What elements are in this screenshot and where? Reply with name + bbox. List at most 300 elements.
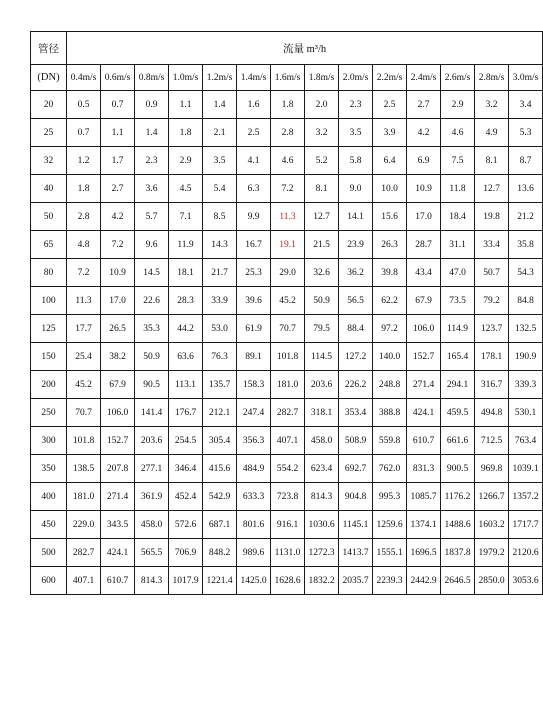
table-row (31, 539, 543, 567)
flow-value-cell: 132.5 (509, 315, 543, 343)
flow-value-cell: 2239.3 (373, 567, 407, 595)
flow-value-cell: 2646.5 (441, 567, 475, 595)
flow-value-cell: 44.2 (169, 315, 203, 343)
flow-value-cell: 5.3 (509, 119, 543, 147)
flow-value-cell: 14.5 (135, 259, 169, 287)
flow-value-cell: 353.4 (339, 399, 373, 427)
flow-value-cell: 43.4 (407, 259, 441, 287)
flow-value-cell: 2.3 (339, 91, 373, 119)
flow-value-cell: 114.9 (441, 315, 475, 343)
flow-value-cell: 8.7 (509, 147, 543, 175)
flow-value-cell: 19.1 (271, 231, 305, 259)
flow-value-cell: 458.0 (305, 427, 339, 455)
flow-value-cell: 114.5 (305, 343, 339, 371)
flow-value-cell: 1131.0 (271, 539, 305, 567)
flow-value-cell: 84.8 (509, 287, 543, 315)
flow-value-cell: 1017.9 (169, 567, 203, 595)
dn-cell: 150 (31, 343, 67, 371)
flow-value-cell: 572.6 (169, 511, 203, 539)
flow-value-cell: 138.5 (67, 455, 101, 483)
flow-value-cell: 97.2 (373, 315, 407, 343)
flow-value-cell: 633.3 (237, 483, 271, 511)
flow-value-cell: 247.4 (237, 399, 271, 427)
dn-cell: 40 (31, 175, 67, 203)
dn-cell: 250 (31, 399, 67, 427)
flow-value-cell: 23.9 (339, 231, 373, 259)
flow-value-cell: 5.8 (339, 147, 373, 175)
flow-value-cell: 3.2 (305, 119, 339, 147)
flow-value-cell: 18.4 (441, 203, 475, 231)
table-row (31, 259, 543, 287)
flow-value-cell: 559.8 (373, 427, 407, 455)
flow-value-cell: 3.2 (475, 91, 509, 119)
flow-value-cell: 2.3 (135, 147, 169, 175)
flow-value-cell: 5.4 (203, 175, 237, 203)
flow-value-cell: 254.5 (169, 427, 203, 455)
table-row (31, 203, 543, 231)
flow-value-cell: 1555.1 (373, 539, 407, 567)
flow-value-cell: 50.9 (135, 343, 169, 371)
flow-value-cell: 4.8 (67, 231, 101, 259)
flow-value-cell: 1030.6 (305, 511, 339, 539)
flow-value-cell: 15.6 (373, 203, 407, 231)
flow-value-cell: 282.7 (271, 399, 305, 427)
flow-value-cell: 248.8 (373, 371, 407, 399)
table-row (31, 371, 543, 399)
flow-value-cell: 2.7 (101, 175, 135, 203)
dn-cell: 350 (31, 455, 67, 483)
flow-value-cell: 530.1 (509, 399, 543, 427)
flow-value-cell: 11.9 (169, 231, 203, 259)
flow-value-cell: 11.3 (67, 287, 101, 315)
dn-cell: 500 (31, 539, 67, 567)
dn-cell: 25 (31, 119, 67, 147)
flow-value-cell: 203.6 (305, 371, 339, 399)
flow-value-cell: 1357.2 (509, 483, 543, 511)
dn-cell: 125 (31, 315, 67, 343)
flow-value-cell: 969.8 (475, 455, 509, 483)
dn-cell: 100 (31, 287, 67, 315)
flow-value-cell: 6.9 (407, 147, 441, 175)
flow-value-cell: 212.1 (203, 399, 237, 427)
flow-value-cell: 7.2 (67, 259, 101, 287)
flow-value-cell: 343.5 (101, 511, 135, 539)
flow-value-cell: 39.8 (373, 259, 407, 287)
table-row (31, 175, 543, 203)
flow-value-cell: 89.1 (237, 343, 271, 371)
flow-value-cell: 3.9 (373, 119, 407, 147)
flow-value-cell: 8.1 (305, 175, 339, 203)
flow-value-cell: 53.0 (203, 315, 237, 343)
flow-value-cell: 565.5 (135, 539, 169, 567)
flow-value-cell: 1039.1 (509, 455, 543, 483)
flow-value-cell: 31.1 (441, 231, 475, 259)
flow-value-cell: 1603.2 (475, 511, 509, 539)
flow-value-cell: 1259.6 (373, 511, 407, 539)
flow-value-cell: 763.4 (509, 427, 543, 455)
flow-value-cell: 282.7 (67, 539, 101, 567)
flow-value-cell: 356.3 (237, 427, 271, 455)
flow-value-cell: 61.9 (237, 315, 271, 343)
flow-value-cell: 424.1 (407, 399, 441, 427)
flow-value-cell: 2.7 (407, 91, 441, 119)
flow-value-cell: 508.9 (339, 427, 373, 455)
flow-value-cell: 407.1 (67, 567, 101, 595)
flow-value-cell: 1979.2 (475, 539, 509, 567)
table-row (31, 567, 543, 595)
flow-value-cell: 1.2 (67, 147, 101, 175)
table-body (31, 91, 543, 595)
flow-value-cell: 848.2 (203, 539, 237, 567)
flow-value-cell: 4.6 (441, 119, 475, 147)
flow-value-cell: 2.9 (169, 147, 203, 175)
velocity-header-cell: 0.8m/s (135, 65, 169, 91)
table-row (31, 455, 543, 483)
flow-value-cell: 7.1 (169, 203, 203, 231)
table-row (31, 147, 543, 175)
dn-cell: 600 (31, 567, 67, 595)
flow-value-cell: 123.7 (475, 315, 509, 343)
flow-value-cell: 318.1 (305, 399, 339, 427)
flow-value-cell: 50.7 (475, 259, 509, 287)
flow-value-cell: 723.8 (271, 483, 305, 511)
flow-value-cell: 1.6 (237, 91, 271, 119)
flow-value-cell: 101.8 (271, 343, 305, 371)
flow-value-cell: 1374.1 (407, 511, 441, 539)
flow-value-cell: 62.2 (373, 287, 407, 315)
flow-value-cell: 2850.0 (475, 567, 509, 595)
flow-value-cell: 1.8 (169, 119, 203, 147)
flow-value-cell: 4.2 (101, 203, 135, 231)
flow-value-cell: 12.7 (475, 175, 509, 203)
flow-value-cell: 762.0 (373, 455, 407, 483)
velocity-header-cell: 1.4m/s (237, 65, 271, 91)
flow-value-cell: 712.5 (475, 427, 509, 455)
dn-cell: 32 (31, 147, 67, 175)
flow-value-cell: 2.0 (305, 91, 339, 119)
flow-value-cell: 1628.6 (271, 567, 305, 595)
table-row (31, 399, 543, 427)
flow-value-cell: 1145.1 (339, 511, 373, 539)
flow-value-cell: 814.3 (135, 567, 169, 595)
flow-value-cell: 21.5 (305, 231, 339, 259)
flow-value-cell: 90.5 (135, 371, 169, 399)
dn-cell: 80 (31, 259, 67, 287)
flow-value-cell: 101.8 (67, 427, 101, 455)
flow-value-cell: 8.1 (475, 147, 509, 175)
flow-value-cell: 814.3 (305, 483, 339, 511)
flow-value-cell: 271.4 (407, 371, 441, 399)
flow-value-cell: 181.0 (271, 371, 305, 399)
flow-value-cell: 18.1 (169, 259, 203, 287)
table-row (31, 427, 543, 455)
flow-value-cell: 181.0 (67, 483, 101, 511)
flow-value-cell: 152.7 (407, 343, 441, 371)
flow-value-cell: 0.5 (67, 91, 101, 119)
velocity-header-cell: 2.4m/s (407, 65, 441, 91)
table-row (31, 91, 543, 119)
flow-value-cell: 900.5 (441, 455, 475, 483)
flow-value-cell: 407.1 (271, 427, 305, 455)
flow-value-cell: 1266.7 (475, 483, 509, 511)
flow-value-cell: 135.7 (203, 371, 237, 399)
flow-value-cell: 346.4 (169, 455, 203, 483)
flow-value-cell: 17.7 (67, 315, 101, 343)
flow-value-cell: 1413.7 (339, 539, 373, 567)
flow-value-cell: 56.5 (339, 287, 373, 315)
flow-value-cell: 2.5 (373, 91, 407, 119)
flow-value-cell: 388.8 (373, 399, 407, 427)
flow-value-cell: 45.2 (67, 371, 101, 399)
flow-value-cell: 22.6 (135, 287, 169, 315)
flow-value-cell: 229.0 (67, 511, 101, 539)
flow-rate-header: 流量 m³/h (67, 32, 543, 65)
dn-header: (DN) (31, 65, 67, 91)
dn-cell: 65 (31, 231, 67, 259)
flow-value-cell: 7.5 (441, 147, 475, 175)
velocity-header-cell: 2.8m/s (475, 65, 509, 91)
flow-value-cell: 4.9 (475, 119, 509, 147)
flow-value-cell: 452.4 (169, 483, 203, 511)
flow-value-cell: 79.5 (305, 315, 339, 343)
flow-value-cell: 4.2 (407, 119, 441, 147)
flow-value-cell: 38.2 (101, 343, 135, 371)
flow-value-cell: 25.4 (67, 343, 101, 371)
flow-value-cell: 3053.6 (509, 567, 543, 595)
velocity-header-cell: 1.0m/s (169, 65, 203, 91)
flow-value-cell: 623.4 (305, 455, 339, 483)
flow-value-cell: 45.2 (271, 287, 305, 315)
flow-value-cell: 1.8 (271, 91, 305, 119)
flow-value-cell: 67.9 (407, 287, 441, 315)
flow-value-cell: 3.4 (509, 91, 543, 119)
flow-value-cell: 1272.3 (305, 539, 339, 567)
table-row (31, 511, 543, 539)
flow-value-cell: 1696.5 (407, 539, 441, 567)
velocity-header-cell: 1.6m/s (271, 65, 305, 91)
flow-value-cell: 39.6 (237, 287, 271, 315)
flow-value-cell: 12.7 (305, 203, 339, 231)
flow-value-cell: 6.3 (237, 175, 271, 203)
flow-value-cell: 113.1 (169, 371, 203, 399)
flow-value-cell: 141.4 (135, 399, 169, 427)
velocity-header-cell: 1.2m/s (203, 65, 237, 91)
flow-value-cell: 3.5 (339, 119, 373, 147)
flow-value-cell: 995.3 (373, 483, 407, 511)
flow-value-cell: 29.0 (271, 259, 305, 287)
flow-value-cell: 26.5 (101, 315, 135, 343)
flow-value-cell: 2.9 (441, 91, 475, 119)
flow-value-cell: 17.0 (101, 287, 135, 315)
flow-value-cell: 165.4 (441, 343, 475, 371)
flow-value-cell: 554.2 (271, 455, 305, 483)
flow-value-cell: 25.3 (237, 259, 271, 287)
flow-value-cell: 2.1 (203, 119, 237, 147)
velocity-header-cell: 2.0m/s (339, 65, 373, 91)
table-row (31, 315, 543, 343)
flow-value-cell: 687.1 (203, 511, 237, 539)
flow-value-cell: 706.9 (169, 539, 203, 567)
flow-value-cell: 831.3 (407, 455, 441, 483)
flow-value-cell: 33.9 (203, 287, 237, 315)
flow-value-cell: 1488.6 (441, 511, 475, 539)
flow-value-cell: 361.9 (135, 483, 169, 511)
flow-value-cell: 1425.0 (237, 567, 271, 595)
dn-cell: 50 (31, 203, 67, 231)
flow-value-cell: 0.7 (67, 119, 101, 147)
flow-value-cell: 11.3 (271, 203, 305, 231)
flow-value-cell: 2.5 (237, 119, 271, 147)
flow-value-cell: 7.2 (271, 175, 305, 203)
flow-value-cell: 1.1 (169, 91, 203, 119)
dn-cell: 450 (31, 511, 67, 539)
flow-value-cell: 106.0 (407, 315, 441, 343)
flow-value-cell: 2.8 (67, 203, 101, 231)
flow-value-cell: 14.1 (339, 203, 373, 231)
flow-value-cell: 2035.7 (339, 567, 373, 595)
flow-value-cell: 424.1 (101, 539, 135, 567)
flow-value-cell: 158.3 (237, 371, 271, 399)
flow-value-cell: 35.8 (509, 231, 543, 259)
flow-value-cell: 610.7 (407, 427, 441, 455)
flow-value-cell: 226.2 (339, 371, 373, 399)
flow-value-cell: 19.8 (475, 203, 509, 231)
table-row (31, 231, 543, 259)
flow-value-cell: 11.8 (441, 175, 475, 203)
flow-value-cell: 33.4 (475, 231, 509, 259)
flow-value-cell: 0.7 (101, 91, 135, 119)
flow-value-cell: 2120.6 (509, 539, 543, 567)
flow-value-cell: 28.7 (407, 231, 441, 259)
flow-value-cell: 26.3 (373, 231, 407, 259)
flow-value-cell: 6.4 (373, 147, 407, 175)
flow-value-cell: 32.6 (305, 259, 339, 287)
flow-value-cell: 203.6 (135, 427, 169, 455)
flow-value-cell: 661.6 (441, 427, 475, 455)
flow-value-cell: 9.9 (237, 203, 271, 231)
velocity-header-cell: 3.0m/s (509, 65, 543, 91)
velocity-header-cell: 0.6m/s (101, 65, 135, 91)
flow-value-cell: 14.3 (203, 231, 237, 259)
flow-value-cell: 415.6 (203, 455, 237, 483)
velocity-header-cell: 1.8m/s (305, 65, 339, 91)
flow-value-cell: 458.0 (135, 511, 169, 539)
flow-value-cell: 1837.8 (441, 539, 475, 567)
flow-value-cell: 176.7 (169, 399, 203, 427)
flow-value-cell: 2442.9 (407, 567, 441, 595)
flow-value-cell: 3.6 (135, 175, 169, 203)
flow-value-cell: 459.5 (441, 399, 475, 427)
header-row-title (31, 32, 543, 65)
flow-value-cell: 16.7 (237, 231, 271, 259)
dn-cell: 400 (31, 483, 67, 511)
flow-value-cell: 4.1 (237, 147, 271, 175)
table-row (31, 483, 543, 511)
flow-value-cell: 73.5 (441, 287, 475, 315)
flow-value-cell: 5.7 (135, 203, 169, 231)
flow-value-cell: 1.1 (101, 119, 135, 147)
velocity-header-cell: 2.2m/s (373, 65, 407, 91)
flow-value-cell: 1.4 (203, 91, 237, 119)
flow-value-cell: 76.3 (203, 343, 237, 371)
flow-value-cell: 127.2 (339, 343, 373, 371)
flow-value-cell: 3.5 (203, 147, 237, 175)
header-row-velocity (31, 65, 543, 91)
flow-value-cell: 484.9 (237, 455, 271, 483)
flow-value-cell: 542.9 (203, 483, 237, 511)
flow-value-cell: 13.6 (509, 175, 543, 203)
flow-value-cell: 88.4 (339, 315, 373, 343)
flow-value-cell: 1832.2 (305, 567, 339, 595)
dn-cell: 20 (31, 91, 67, 119)
flow-value-cell: 9.6 (135, 231, 169, 259)
flow-value-cell: 801.6 (237, 511, 271, 539)
flow-value-cell: 70.7 (67, 399, 101, 427)
table-row (31, 119, 543, 147)
flow-value-cell: 305.4 (203, 427, 237, 455)
table-row (31, 287, 543, 315)
flow-value-cell: 294.1 (441, 371, 475, 399)
flow-value-cell: 70.7 (271, 315, 305, 343)
flow-value-cell: 916.1 (271, 511, 305, 539)
flow-value-cell: 1.7 (101, 147, 135, 175)
flow-value-cell: 63.6 (169, 343, 203, 371)
flow-value-cell: 17.0 (407, 203, 441, 231)
flow-value-cell: 10.0 (373, 175, 407, 203)
flow-value-cell: 904.8 (339, 483, 373, 511)
flow-value-cell: 1085.7 (407, 483, 441, 511)
flow-value-cell: 79.2 (475, 287, 509, 315)
flow-value-cell: 21.7 (203, 259, 237, 287)
flow-value-cell: 494.8 (475, 399, 509, 427)
flow-value-cell: 4.6 (271, 147, 305, 175)
velocity-header-cell: 2.6m/s (441, 65, 475, 91)
flow-value-cell: 178.1 (475, 343, 509, 371)
flow-value-cell: 28.3 (169, 287, 203, 315)
table-row (31, 343, 543, 371)
flow-value-cell: 1176.2 (441, 483, 475, 511)
flow-value-cell: 339.3 (509, 371, 543, 399)
flow-value-cell: 35.3 (135, 315, 169, 343)
flow-value-cell: 692.7 (339, 455, 373, 483)
flow-value-cell: 1221.4 (203, 567, 237, 595)
flow-value-cell: 207.8 (101, 455, 135, 483)
flow-value-cell: 5.2 (305, 147, 339, 175)
flow-value-cell: 47.0 (441, 259, 475, 287)
flow-value-cell: 316.7 (475, 371, 509, 399)
flow-value-cell: 4.5 (169, 175, 203, 203)
flow-value-cell: 277.1 (135, 455, 169, 483)
flow-value-cell: 9.0 (339, 175, 373, 203)
flow-value-cell: 1.4 (135, 119, 169, 147)
flow-value-cell: 989.6 (237, 539, 271, 567)
flow-value-cell: 7.2 (101, 231, 135, 259)
velocity-header-cell: 0.4m/s (67, 65, 101, 91)
flow-value-cell: 8.5 (203, 203, 237, 231)
flow-value-cell: 36.2 (339, 259, 373, 287)
flow-rate-table (30, 31, 543, 595)
flow-value-cell: 1.8 (67, 175, 101, 203)
flow-value-cell: 140.0 (373, 343, 407, 371)
flow-value-cell: 50.9 (305, 287, 339, 315)
flow-value-cell: 10.9 (407, 175, 441, 203)
pipe-diameter-header: 管径 (31, 32, 67, 65)
flow-value-cell: 2.8 (271, 119, 305, 147)
flow-value-cell: 190.9 (509, 343, 543, 371)
flow-value-cell: 67.9 (101, 371, 135, 399)
flow-value-cell: 54.3 (509, 259, 543, 287)
dn-cell: 300 (31, 427, 67, 455)
